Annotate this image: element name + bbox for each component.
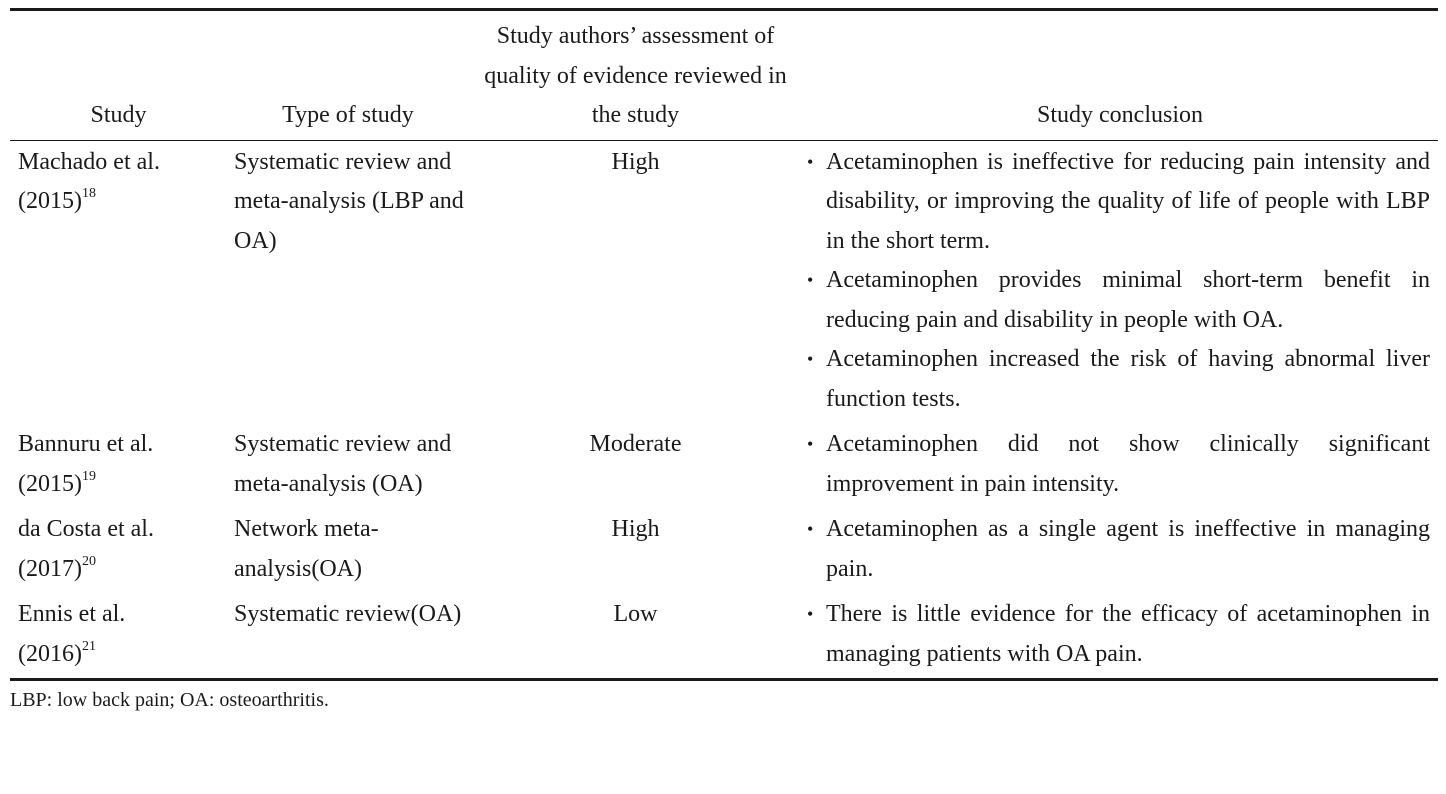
study-conclusion-cell bbox=[802, 508, 1438, 593]
reference-number: 18 bbox=[81, 186, 96, 201]
study-conclusion-cell bbox=[802, 423, 1438, 508]
study-year: (2015) bbox=[18, 188, 82, 214]
conclusion-text: Acetaminophen did not show clinically significant improvement in pain intensity. bbox=[826, 431, 1430, 497]
study-year-line bbox=[18, 465, 227, 505]
table-row bbox=[10, 508, 1438, 593]
table-body bbox=[10, 140, 1438, 680]
type-of-study-cell: Systematic review and meta-analysis (LBP and OA) bbox=[234, 148, 464, 254]
header-study: Study bbox=[90, 102, 147, 128]
study-year-line bbox=[18, 635, 227, 675]
conclusion-list bbox=[802, 510, 1430, 589]
conclusion-list bbox=[802, 425, 1430, 504]
conclusion-item bbox=[802, 340, 1430, 419]
evidence-table bbox=[10, 8, 1438, 681]
study-year: (2017) bbox=[18, 555, 82, 582]
study-cell bbox=[10, 140, 227, 423]
study-conclusion-cell bbox=[802, 593, 1438, 680]
bullet-icon: • bbox=[807, 349, 814, 369]
bullet-icon: • bbox=[807, 270, 814, 290]
study-name: Machado et al. bbox=[18, 148, 160, 175]
conclusion-list bbox=[802, 143, 1430, 420]
conclusion-text: Acetaminophen as a single agent is ineffective in managing pain. bbox=[826, 516, 1430, 582]
table-header bbox=[10, 10, 1438, 141]
type-of-study-cell: Network meta-analysis(OA) bbox=[234, 516, 379, 582]
header-type-of-study: Type of study bbox=[282, 102, 414, 128]
conclusion-item bbox=[802, 261, 1430, 340]
document bbox=[10, 8, 1438, 712]
conclusion-item bbox=[802, 143, 1430, 262]
study-cell bbox=[10, 508, 227, 593]
bullet-icon: • bbox=[807, 151, 814, 172]
conclusion-item bbox=[802, 425, 1430, 504]
quality-of-evidence-cell: Low bbox=[613, 601, 658, 627]
study-cell bbox=[10, 423, 227, 508]
table-row bbox=[10, 423, 1438, 508]
study-name: Ennis et al. bbox=[18, 601, 126, 627]
table-row bbox=[10, 140, 1438, 423]
conclusion-text: Acetaminophen is ineffective for reducing pain intensity and disability, or improving the quality of life of people with LBP in the short term. bbox=[826, 148, 1430, 254]
conclusion-list bbox=[802, 595, 1430, 674]
conclusion-item bbox=[802, 595, 1430, 674]
study-name: da Costa et al. bbox=[18, 516, 154, 542]
conclusion-text: Acetaminophen increased the risk of having abnormal liver function tests. bbox=[826, 346, 1430, 412]
study-year-line bbox=[18, 550, 227, 590]
reference-number: 21 bbox=[81, 638, 96, 654]
type-of-study-cell: Systematic review and meta-analysis (OA) bbox=[234, 431, 452, 497]
header-study-conclusion: Study conclusion bbox=[1037, 102, 1203, 128]
bullet-icon: • bbox=[807, 434, 814, 454]
quality-of-evidence-cell: High bbox=[611, 148, 660, 175]
study-year: (2015) bbox=[18, 470, 82, 497]
header-quality-of-evidence: Study authors’ assessment of quality of evidence reviewed in the study bbox=[484, 23, 787, 128]
study-cell bbox=[10, 593, 227, 680]
study-year: (2016) bbox=[18, 640, 82, 667]
study-conclusion-cell bbox=[802, 140, 1438, 423]
conclusion-text: There is little evidence for the efficacy of acetaminophen in managing patients with OA pain. bbox=[826, 601, 1430, 667]
conclusion-item bbox=[802, 510, 1430, 589]
table-footnote: LBP: low back pain; OA: osteoarthritis. bbox=[10, 689, 329, 711]
study-year-line bbox=[18, 182, 227, 222]
bullet-icon: • bbox=[807, 604, 814, 624]
quality-of-evidence-cell: High bbox=[611, 516, 660, 542]
conclusion-text: Acetaminophen provides minimal short-term benefit in reducing pain and disability in people with OA. bbox=[826, 267, 1430, 333]
reference-number: 19 bbox=[81, 468, 96, 484]
header-row bbox=[10, 10, 1438, 141]
bullet-icon: • bbox=[807, 519, 814, 539]
table-row bbox=[10, 593, 1438, 680]
reference-number: 20 bbox=[81, 553, 96, 569]
quality-of-evidence-cell: Moderate bbox=[589, 431, 682, 457]
study-name: Bannuru et al. bbox=[18, 431, 154, 457]
type-of-study-cell: Systematic review(OA) bbox=[234, 601, 462, 627]
